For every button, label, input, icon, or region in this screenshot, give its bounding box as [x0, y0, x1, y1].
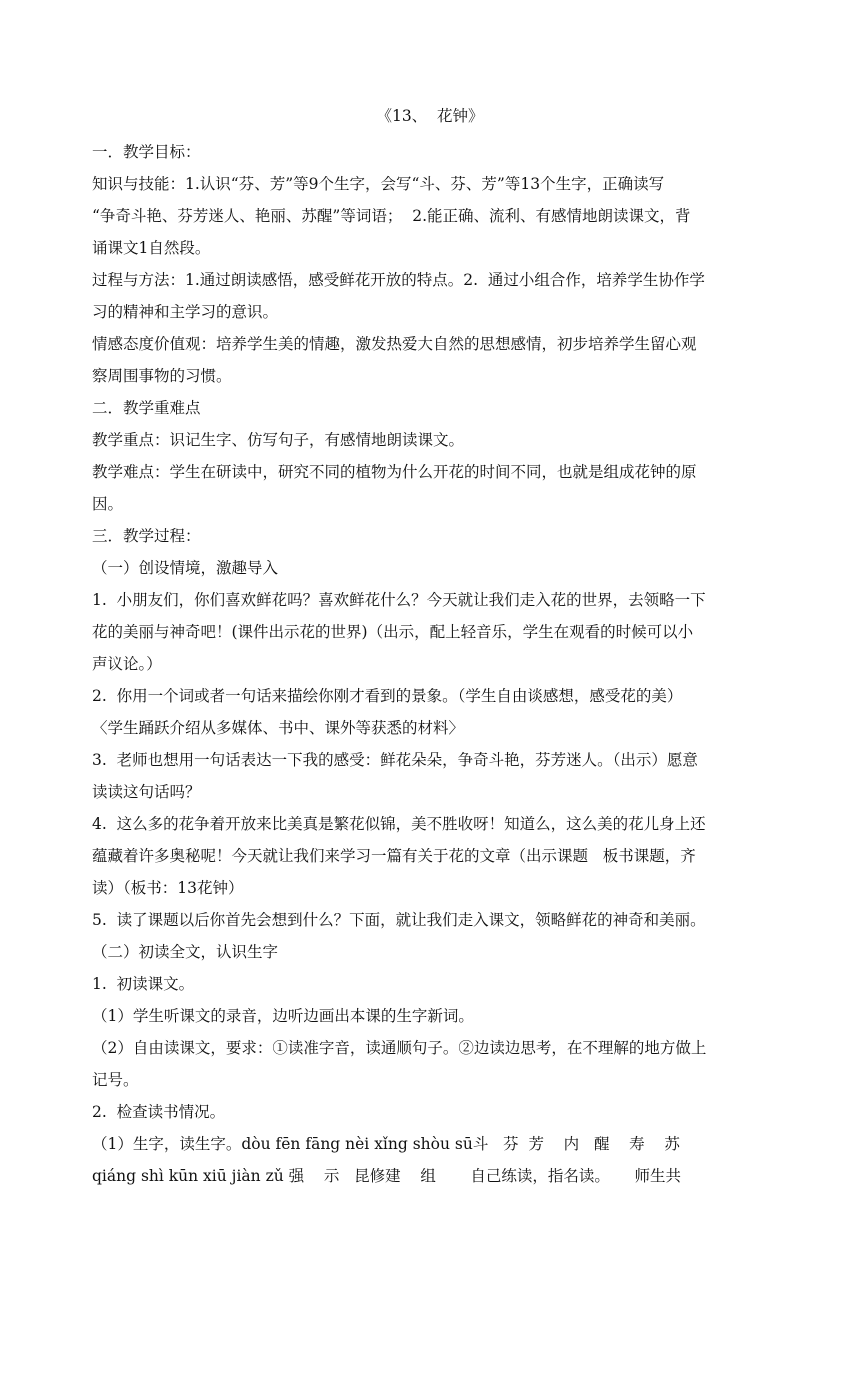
text-line: （二）初读全文，认识生字 — [92, 943, 279, 961]
text-line: （2）自由读课文，要求：①读准字音，读通顺句子。②边读边思考，在不理解的地方做上 — [92, 1039, 707, 1057]
text-line: 5. 读了课题以后你首先会想到什么？下面，就让我们走入课文，领略鲜花的神奇和美丽。 — [92, 911, 706, 929]
text-line: qiáng shì kūn xiū jiàn zǔ 强 示 昆修建 组 自己练读，指名读。 师生共 — [92, 1167, 681, 1185]
text-line: （一）创设情境，激趣导入 — [92, 559, 279, 577]
document-body — [92, 136, 768, 1192]
document-title: 《13、 花钟》 — [376, 107, 484, 125]
text-line: （1）学生听课文的录音，边听边画出本课的生字新词。 — [92, 1007, 474, 1025]
text-line: 读读这句话吗？ — [92, 783, 201, 801]
text-line: 2. 你用一个词或者一句话来描绘你刚才看到的景象。（学生自由谈感想，感受花的美） — [92, 687, 683, 705]
text-line: （1）生字，读生字。dòu fēn fāng nèi xǐng shòu sū斗 芬 芳 内 醒 寿 苏 — [92, 1135, 680, 1153]
text-line: 4. 这么多的花争着开放来比美真是繁花似锦，美不胜收呀！知道么，这么美的花儿身上还 — [92, 815, 706, 833]
text-line: 记号。 — [92, 1071, 139, 1089]
text-line: 三．教学过程： — [92, 527, 201, 545]
text-line: 一．教学目标： — [92, 143, 201, 161]
text-line: 读）（板书：13花钟） — [92, 879, 244, 897]
text-line: 1. 初读课文。 — [92, 975, 195, 993]
text-line: 教学重点：识记生字、仿写句子，有感情地朗读课文。 — [92, 431, 465, 449]
text-line: 1. 小朋友们，你们喜欢鲜花吗？喜欢鲜花什么？今天就让我们走入花的世界，去领略一下 — [92, 591, 706, 609]
text-line: 察周围事物的习惯。 — [92, 367, 232, 385]
text-line: 过程与方法：1.通过朗读感悟，感受鲜花开放的特点。2. 通过小组合作，培养学生协作学 — [92, 271, 705, 289]
text-line: “争奇斗艳、芬芳迷人、艳丽、苏醒”等词语； 2.能正确、流利、有感情地朗读课文，背 — [92, 207, 691, 225]
text-line: 教学难点：学生在研读中，研究不同的植物为什么开花的时间不同，也就是组成花钟的原 — [92, 463, 697, 481]
text-line: 知识与技能：1.认识“芬、芳”等9个生字，会写“斗、芬、芳”等13个生字，正确读写 — [92, 175, 665, 193]
text-line: 3. 老师也想用一句话表达一下我的感受：鲜花朵朵，争奇斗艳，芬芳迷人。（出示）愿意 — [92, 751, 698, 769]
text-line: 情感态度价值观：培养学生美的情趣，激发热爱大自然的思想感情，初步培养学生留心观 — [92, 335, 697, 353]
document-page — [92, 96, 768, 1192]
text-line: 花的美丽与神奇吧！(课件出示花的世界)（出示，配上轻音乐，学生在观看的时候可以小 — [92, 623, 694, 641]
text-line: 习的精神和主学习的意识。 — [92, 303, 279, 321]
text-line: 二．教学重难点 — [92, 399, 201, 417]
text-line: 〈学生踊跃介绍从多媒体、书中、课外等获悉的材料〉 — [92, 719, 465, 737]
text-line: 蕴藏着许多奥秘呢！今天就让我们来学习一篇有关于花的文章（出示课题 板书课题，齐 — [92, 847, 696, 865]
text-line: 2. 检查读书情况。 — [92, 1103, 226, 1121]
text-line: 声议论。） — [92, 655, 162, 673]
text-line: 因。 — [92, 495, 124, 513]
text-line: 诵课文1自然段。 — [92, 239, 211, 257]
